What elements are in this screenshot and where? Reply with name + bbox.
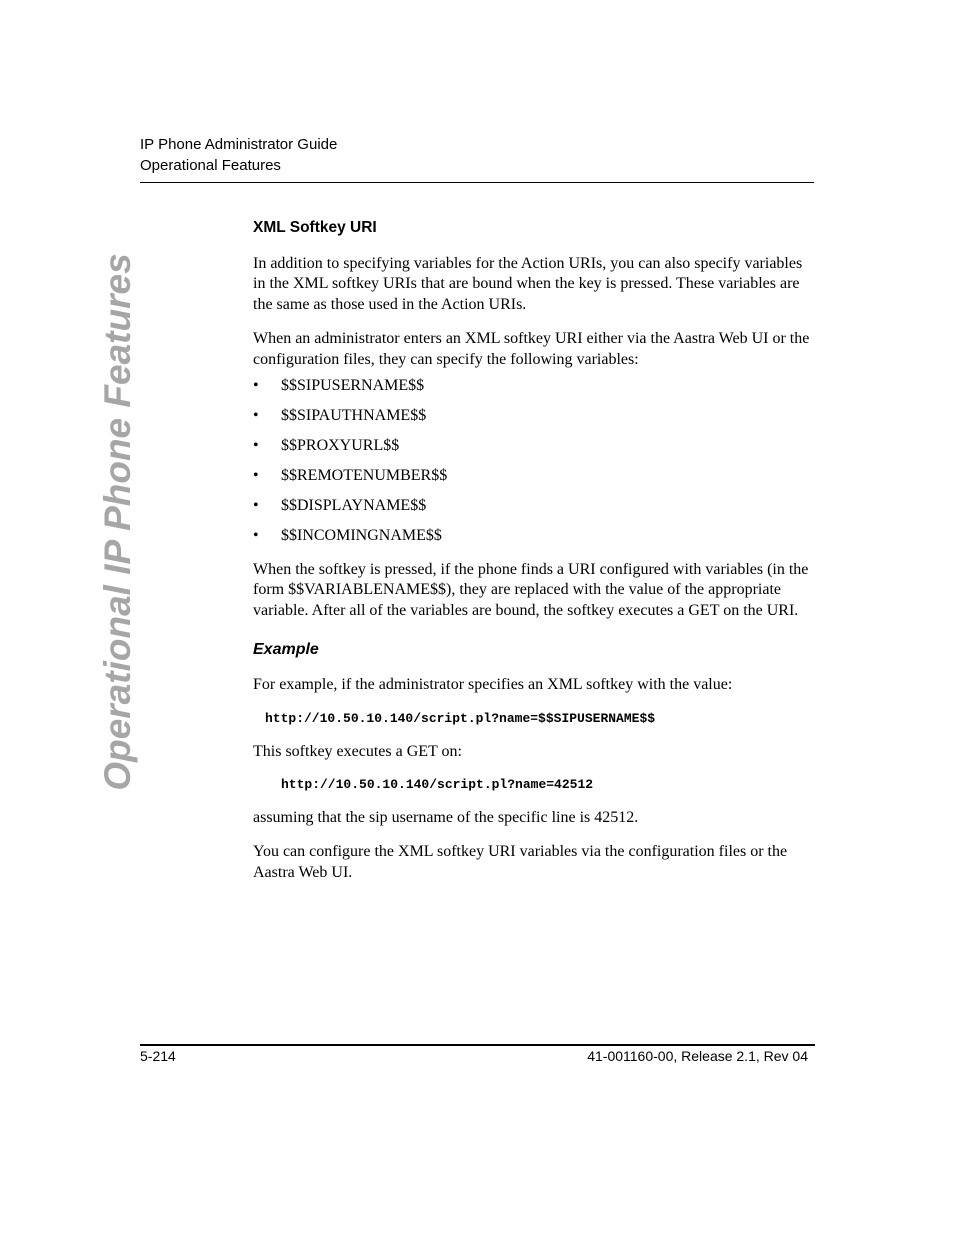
list-item — [253, 466, 815, 486]
example-assumption-paragraph: assuming that the sip username of the specific line is 42512. — [253, 809, 639, 826]
list-item-text: $$SIPUSERNAME$$ — [281, 377, 425, 395]
behavior-paragraph: When the softkey is pressed, if the phone finds a URI configured with variables (in the form $$VARIABLENAME$$), they are replaced with the value of the appropriate variable. After all of the variables are bound, the softkey executes a GET on the URI. — [253, 560, 809, 619]
bullet-icon: • — [253, 526, 259, 544]
list-item — [253, 406, 815, 426]
bullet-icon: • — [253, 466, 259, 484]
list-item — [253, 496, 815, 516]
code-sample-input: http://10.50.10.140/script.pl?name=$$SIPUSERNAME$$ — [265, 710, 656, 726]
page-number: 5-214 — [140, 1048, 176, 1064]
running-header — [140, 134, 814, 176]
variables-intro-paragraph: When an administrator enters an XML softkey URI either via the Aastra Web UI or the configuration files, they can specify the following variables: — [253, 330, 810, 368]
code-sample-output: http://10.50.10.140/script.pl?name=42512 — [281, 777, 594, 792]
list-item-text: $$REMOTENUMBER$$ — [281, 466, 448, 484]
variable-list — [253, 376, 815, 546]
bullet-icon: • — [253, 436, 259, 454]
list-item — [253, 376, 815, 396]
header-chapter-title: Operational Features — [140, 157, 281, 174]
list-item-text: $$DISPLAYNAME$$ — [281, 496, 427, 514]
bullet-icon: • — [253, 377, 259, 395]
main-content — [253, 217, 815, 897]
list-item-text: $$INCOMINGNAME$$ — [281, 526, 442, 544]
list-item — [253, 526, 815, 546]
section-heading: XML Softkey URI — [253, 219, 377, 236]
footer-divider — [140, 1044, 815, 1046]
list-item-text: $$SIPAUTHNAME$$ — [281, 406, 427, 424]
side-chapter-title: Operational IP Phone Features — [97, 253, 138, 791]
header-guide-title: IP Phone Administrator Guide — [140, 136, 338, 153]
bullet-icon: • — [253, 406, 259, 424]
example-result-paragraph: This softkey executes a GET on: — [253, 742, 462, 760]
configuration-note-paragraph: You can configure the XML softkey URI variables via the configuration files or the Aastra Web UI. — [253, 843, 788, 881]
list-item-text: $$PROXYURL$$ — [281, 436, 400, 454]
bullet-icon: • — [253, 496, 259, 514]
intro-paragraph: In addition to specifying variables for the Action URIs, you can also specify variables in the XML softkey URIs that are bound when the key is pressed. These variables are the same as those used in the Action URIs. — [253, 255, 803, 313]
list-item — [253, 436, 815, 456]
example-intro-paragraph: For example, if the administrator specifies an XML softkey with the value: — [253, 676, 733, 694]
document-id: 41-001160-00, Release 2.1, Rev 04 — [587, 1048, 808, 1064]
header-divider — [140, 182, 814, 183]
example-heading: Example — [253, 641, 319, 659]
